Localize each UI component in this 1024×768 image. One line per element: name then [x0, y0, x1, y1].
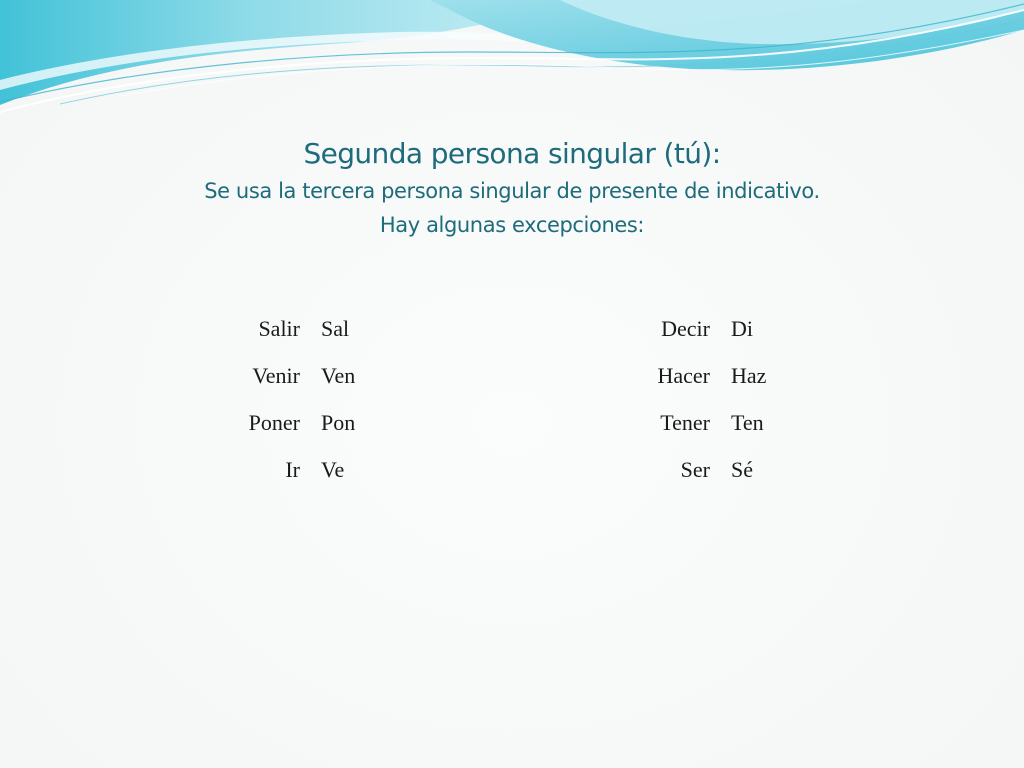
verb-infinitive: Tener — [660, 409, 710, 435]
table-row — [610, 305, 821, 352]
verb-tu-form: Sé — [731, 456, 753, 482]
verb-infinitive: Poner — [248, 409, 300, 435]
left-verb-table — [200, 305, 411, 493]
verb-infinitive: Salir — [258, 315, 300, 341]
title-block — [0, 134, 1024, 242]
slide-subtitle-line-1: Se usa la tercera persona singular de presente de indicativo. — [204, 179, 820, 203]
verb-tu-form: Ten — [731, 409, 764, 435]
table-row — [200, 399, 411, 446]
table-row — [200, 352, 411, 399]
table-row — [610, 446, 821, 493]
verb-infinitive: Hacer — [657, 362, 710, 388]
table-row — [610, 399, 821, 446]
right-verb-table — [610, 305, 821, 493]
table-row — [200, 305, 411, 352]
verb-tu-form: Ven — [321, 362, 356, 388]
slide-title: Segunda persona singular (tú): — [303, 137, 721, 170]
verb-infinitive: Decir — [661, 315, 710, 341]
verb-tu-form: Pon — [321, 409, 356, 435]
verb-tu-form: Ve — [321, 456, 345, 482]
table-row — [610, 352, 821, 399]
verb-tu-form: Di — [731, 315, 753, 341]
verb-infinitive: Venir — [252, 362, 300, 388]
slide-subtitle-line-2: Hay algunas excepciones: — [379, 213, 645, 237]
verb-tu-form: Sal — [321, 315, 350, 341]
verb-tu-form: Haz — [731, 362, 767, 388]
table-row — [200, 446, 411, 493]
verb-infinitive: Ser — [680, 456, 710, 482]
header-wave-decoration — [0, 0, 1024, 130]
verb-infinitive: Ir — [285, 456, 300, 482]
